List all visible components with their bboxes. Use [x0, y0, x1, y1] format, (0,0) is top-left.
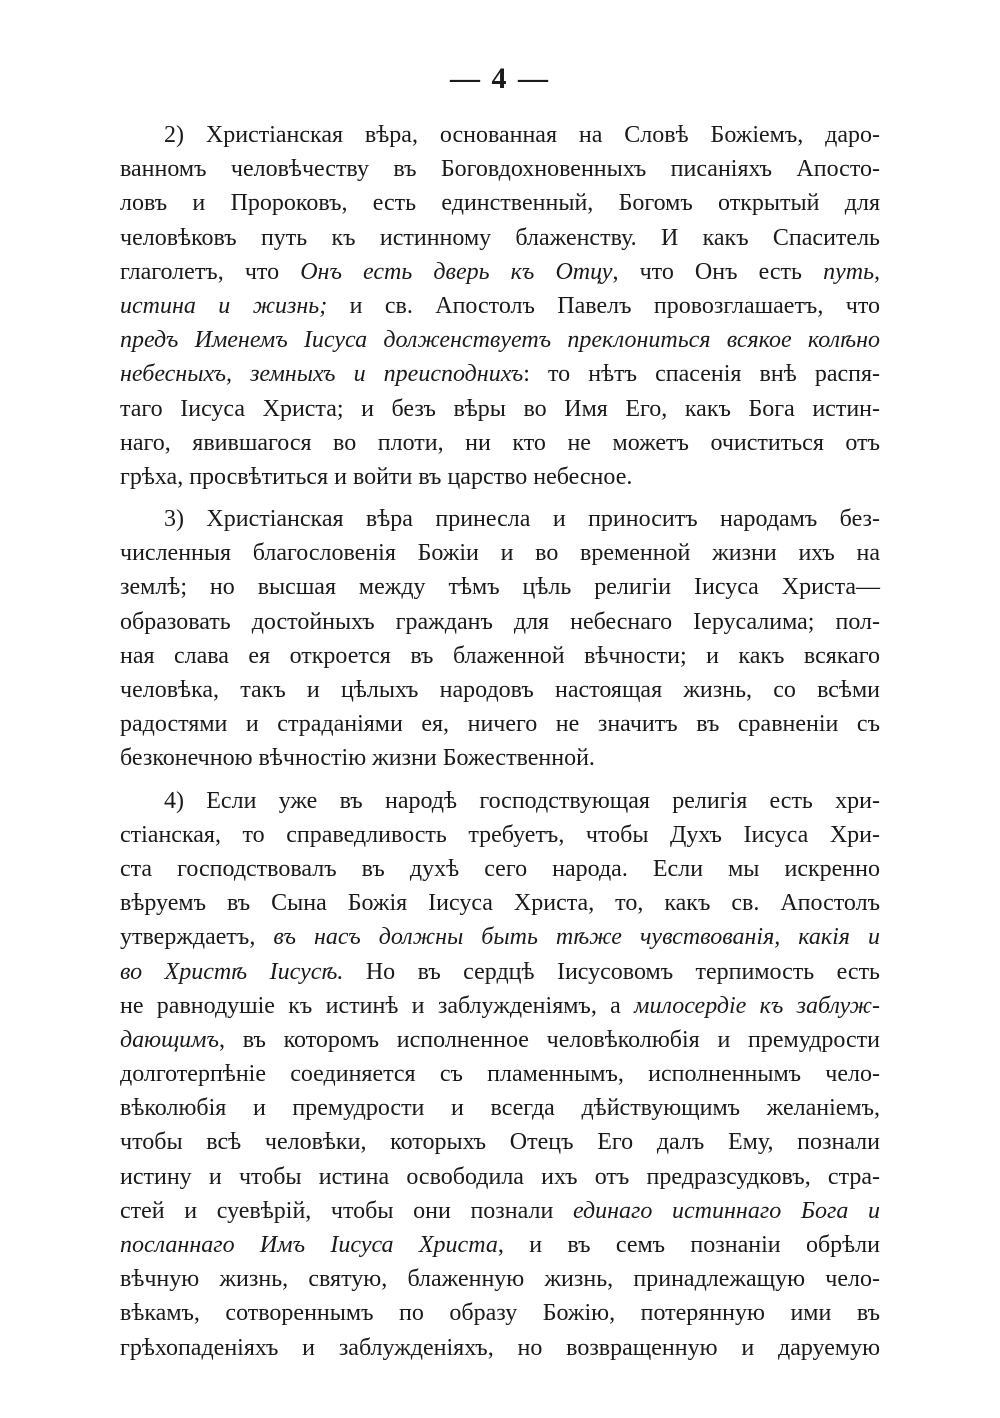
- text-line: не равнодушіе къ истинѣ и заблужденіямъ, а милосердіе къ заблуж-: [120, 992, 880, 1019]
- text-line: 2) Христіанская вѣра, основанная на Словѣ Божіемъ, даро-: [164, 122, 880, 148]
- text-line: ная слава ея откроется въ блаженной вѣчности; и какъ всякаго: [120, 642, 880, 669]
- text-line: истина и жизнь; и св. Апостолъ Павелъ провозглашаетъ, что: [120, 292, 880, 319]
- text-line: ванномъ человѣчеству въ Боговдохновенныхъ писаніяхъ Апосто-: [120, 156, 880, 183]
- text-line: наго, явившагося во плоти, ни кто не можетъ очиститься отъ: [120, 429, 880, 456]
- text-line: ловъ и Пророковъ, есть единственный, Богомъ открытый для: [120, 190, 880, 217]
- page-number: — 4 —: [450, 62, 550, 95]
- text-line: долготерпѣніе соединяется съ пламеннымъ, исполненнымъ чело-: [120, 1061, 880, 1088]
- text-line: стіанская, то справедливость требуетъ, чтобы Духъ Іисуса Хри-: [120, 821, 880, 848]
- body-text: [120, 118, 880, 1365]
- text-line: чтобы всѣ человѣки, которыхъ Отецъ Его далъ Ему, познали: [120, 1129, 880, 1156]
- text-line: безконечною вѣчностію жизни Божественной.: [120, 745, 595, 772]
- text-line: 4) Если уже въ народѣ господствующая религія есть хри-: [164, 787, 880, 814]
- text-line: предъ Именемъ Іисуса долженствуетъ преклониться всякое колѣно: [120, 327, 880, 354]
- text-line: грѣха, просвѣтиться и войти въ царство небесное.: [120, 463, 633, 490]
- text-line: глаголетъ, что Онъ есть дверь къ Отцу, что Онъ есть путь,: [120, 258, 881, 285]
- text-line: посланнаго Имъ Іисуса Христа, и въ семъ познаніи обрѣли: [120, 1232, 881, 1258]
- text-line: 3) Христіанская вѣра принесла и приноситъ народамъ без-: [164, 506, 880, 533]
- text-line: вѣкамъ, сотвореннымъ по образу Божію, потерянную ими въ: [120, 1300, 880, 1327]
- text-line: вѣколюбія и премудрости и всегда дѣйствующимъ желаніемъ,: [120, 1095, 880, 1122]
- text-line: землѣ; но высшая между тѣмъ цѣль религіи Іисуса Христа—: [120, 574, 880, 601]
- text-line: человѣковъ путь къ истинному блаженству. И какъ Спаситель: [120, 224, 880, 251]
- text-line: дающимъ, въ которомъ исполненное человѣколюбія и премудрости: [120, 1026, 880, 1053]
- text-line: вѣчную жизнь, святую, блаженную жизнь, принадлежащую чело-: [120, 1266, 880, 1293]
- text-line: численныя благословенія Божіи и во временной жизни ихъ на: [120, 540, 880, 567]
- text-line: утверждаетъ, въ насъ должны быть тѣже чувствованія, какія и: [120, 924, 881, 951]
- text-line: во Христѣ Іисусѣ. Но въ сердцѣ Іисусовомъ терпимость есть: [120, 958, 880, 985]
- text-line: человѣка, такъ и цѣлыхъ народовъ настоящая жизнь, со всѣми: [120, 677, 880, 703]
- text-line: радостями и страданіями ея, ничего не значитъ въ сравненіи съ: [120, 711, 880, 738]
- text-line: небесныхъ, земныхъ и преисподнихъ: то нѣтъ спасенія внѣ распя-: [120, 361, 880, 388]
- text-line: грѣхопаденіяхъ и заблужденіяхъ, но возвращенную и даруемую: [120, 1334, 880, 1361]
- text-line: таго Іисуса Христа; и безъ вѣры во Имя Его, какъ Бога истин-: [120, 395, 880, 422]
- text-line: ста господствовалъ въ духѣ сего народа. Если мы искренно: [120, 855, 880, 882]
- text-line: вѣруемъ въ Сына Божія Іисуса Христа, то, какъ св. Апостолъ: [120, 890, 880, 917]
- text-line: образовать достойныхъ гражданъ для небеснаго Іерусалима; пол-: [120, 608, 880, 635]
- text-line: истину и чтобы истина освободила ихъ отъ предразсудковъ, стра-: [120, 1163, 880, 1190]
- text-line: стей и суевѣрій, чтобы они познали единаго истиннаго Бога и: [120, 1197, 880, 1224]
